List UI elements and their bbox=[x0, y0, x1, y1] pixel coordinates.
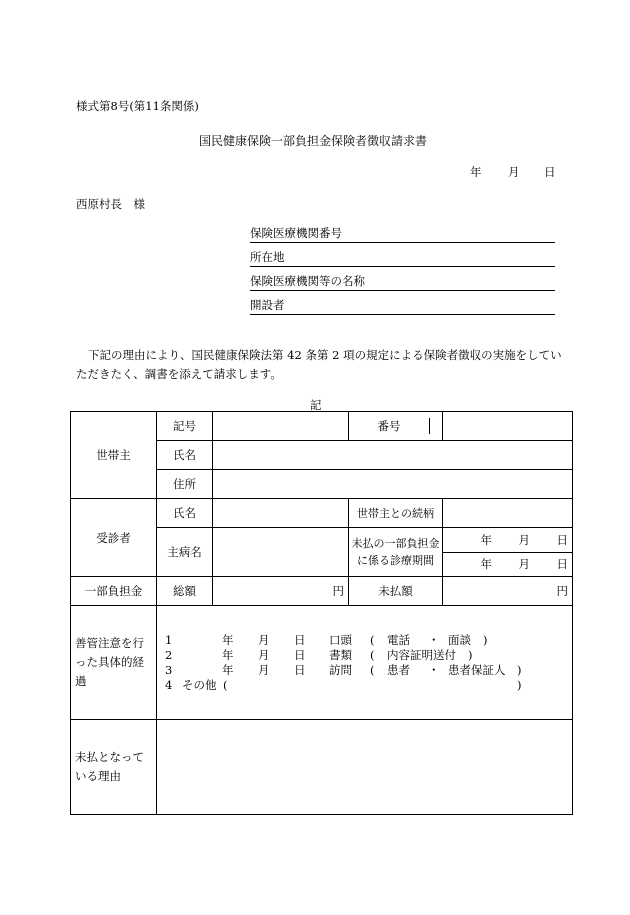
request-table bbox=[70, 411, 573, 815]
body-text: 下記の理由により、国民健康保険法第 42 条第 2 項の規定による保険者徴収の実施をしていただきたく、調書を添えて請求します。 bbox=[76, 348, 562, 381]
care-num: 3 bbox=[165, 662, 173, 677]
number-value[interactable] bbox=[430, 418, 443, 434]
care-option: 内容証明送付 bbox=[387, 647, 456, 662]
care-option: 電話 bbox=[387, 632, 410, 647]
ymd-day: 日 bbox=[556, 532, 568, 547]
paren-open: ( bbox=[370, 662, 375, 677]
ki-heading: 記 bbox=[310, 398, 322, 412]
disease-label: 主病名 bbox=[157, 528, 213, 577]
care-option: 患者保証人 bbox=[448, 662, 506, 677]
period-label-line1: 未払の一部負担金 bbox=[351, 537, 440, 550]
care-month: 月 bbox=[258, 632, 270, 647]
disease-value[interactable] bbox=[213, 528, 349, 577]
care-num: 4 bbox=[165, 677, 173, 692]
care-line-2 bbox=[165, 648, 568, 663]
reason-value[interactable] bbox=[157, 720, 573, 815]
care-line-3 bbox=[165, 663, 568, 678]
period-label bbox=[349, 528, 443, 577]
care-method: 書類 bbox=[329, 647, 352, 662]
yen-unit: 円 bbox=[332, 584, 344, 598]
relation-value[interactable] bbox=[443, 499, 573, 528]
field-institution-name[interactable] bbox=[250, 273, 555, 291]
patient-header: 受診者 bbox=[71, 499, 157, 577]
period-dates bbox=[443, 528, 573, 577]
date-month-label: 月 bbox=[508, 165, 520, 179]
care-day: 日 bbox=[294, 632, 306, 647]
total-label: 総額 bbox=[157, 577, 213, 606]
care-month: 月 bbox=[258, 662, 270, 677]
addressee: 西原村長 様 bbox=[76, 197, 145, 211]
reason-header: 未払となっている理由 bbox=[71, 720, 157, 815]
care-day: 日 bbox=[294, 647, 306, 662]
date-year-label: 年 bbox=[470, 165, 482, 179]
care-year: 年 bbox=[222, 632, 234, 647]
paren-close: ) bbox=[517, 677, 522, 692]
ymd-day: 日 bbox=[556, 557, 568, 572]
number-label: 番号 bbox=[377, 419, 401, 433]
page-title: 国民健康保険一部負担金保険者徴収請求書 bbox=[199, 134, 428, 148]
paren-open: ( bbox=[223, 677, 228, 692]
care-option: 患者 bbox=[387, 662, 410, 677]
paren-close: ) bbox=[483, 632, 488, 647]
care-year: 年 bbox=[222, 647, 234, 662]
care-details[interactable] bbox=[157, 606, 573, 720]
separator-dot: ・ bbox=[428, 662, 440, 677]
care-header: 善管注意を行った具体的経過 bbox=[71, 606, 157, 720]
ymd-year: 年 bbox=[480, 557, 492, 572]
ymd-year: 年 bbox=[480, 532, 492, 547]
householder-name-label: 氏名 bbox=[157, 441, 213, 470]
copay-header: 一部負担金 bbox=[71, 577, 157, 606]
field-label: 保険医療機関番号 bbox=[250, 226, 342, 240]
symbol-value[interactable] bbox=[213, 412, 349, 441]
care-method: 口頭 bbox=[329, 632, 352, 647]
care-num: 1 bbox=[165, 632, 173, 647]
care-option: 面談 bbox=[448, 632, 471, 647]
care-method: 訪問 bbox=[329, 662, 352, 677]
care-other: その他 bbox=[182, 677, 217, 692]
unpaid-value[interactable] bbox=[443, 577, 573, 606]
total-value[interactable] bbox=[213, 577, 349, 606]
care-line-4 bbox=[165, 678, 568, 693]
ymd-month: 月 bbox=[518, 532, 530, 547]
care-year: 年 bbox=[222, 662, 234, 677]
paren-open: ( bbox=[370, 647, 375, 662]
care-month: 月 bbox=[258, 647, 270, 662]
field-label: 保険医療機関等の名称 bbox=[250, 274, 365, 288]
care-num: 2 bbox=[165, 647, 173, 662]
form-number: 様式第8号(第11条関係) bbox=[76, 99, 199, 113]
relation-label: 世帯主との続柄 bbox=[349, 499, 443, 528]
patient-name-label: 氏名 bbox=[157, 499, 213, 528]
period-end[interactable] bbox=[443, 552, 572, 576]
period-label-line2: に係る診療期間 bbox=[357, 554, 434, 567]
householder-address-label: 住所 bbox=[157, 470, 213, 499]
paren-open: ( bbox=[370, 632, 375, 647]
unpaid-label: 未払額 bbox=[349, 577, 443, 606]
date-day-label: 日 bbox=[544, 165, 556, 179]
paren-close: ) bbox=[517, 662, 522, 677]
paren-close: ) bbox=[468, 647, 473, 662]
yen-unit: 円 bbox=[556, 584, 568, 598]
care-day: 日 bbox=[294, 662, 306, 677]
field-founder[interactable] bbox=[250, 297, 555, 315]
field-label: 所在地 bbox=[250, 250, 285, 264]
number-value-ext[interactable] bbox=[443, 412, 573, 441]
householder-address-value[interactable] bbox=[213, 470, 573, 499]
field-institution-number[interactable] bbox=[250, 225, 555, 243]
symbol-label: 記号 bbox=[157, 412, 213, 441]
number-label-cell bbox=[349, 412, 443, 441]
period-start[interactable] bbox=[443, 528, 572, 552]
field-address[interactable] bbox=[250, 249, 555, 267]
patient-name-value[interactable] bbox=[213, 499, 349, 528]
separator-dot: ・ bbox=[428, 632, 440, 647]
care-line-1 bbox=[165, 633, 568, 648]
ymd-month: 月 bbox=[518, 557, 530, 572]
field-label: 開設者 bbox=[250, 298, 285, 312]
householder-name-value[interactable] bbox=[213, 441, 573, 470]
householder-header: 世帯主 bbox=[71, 412, 157, 499]
